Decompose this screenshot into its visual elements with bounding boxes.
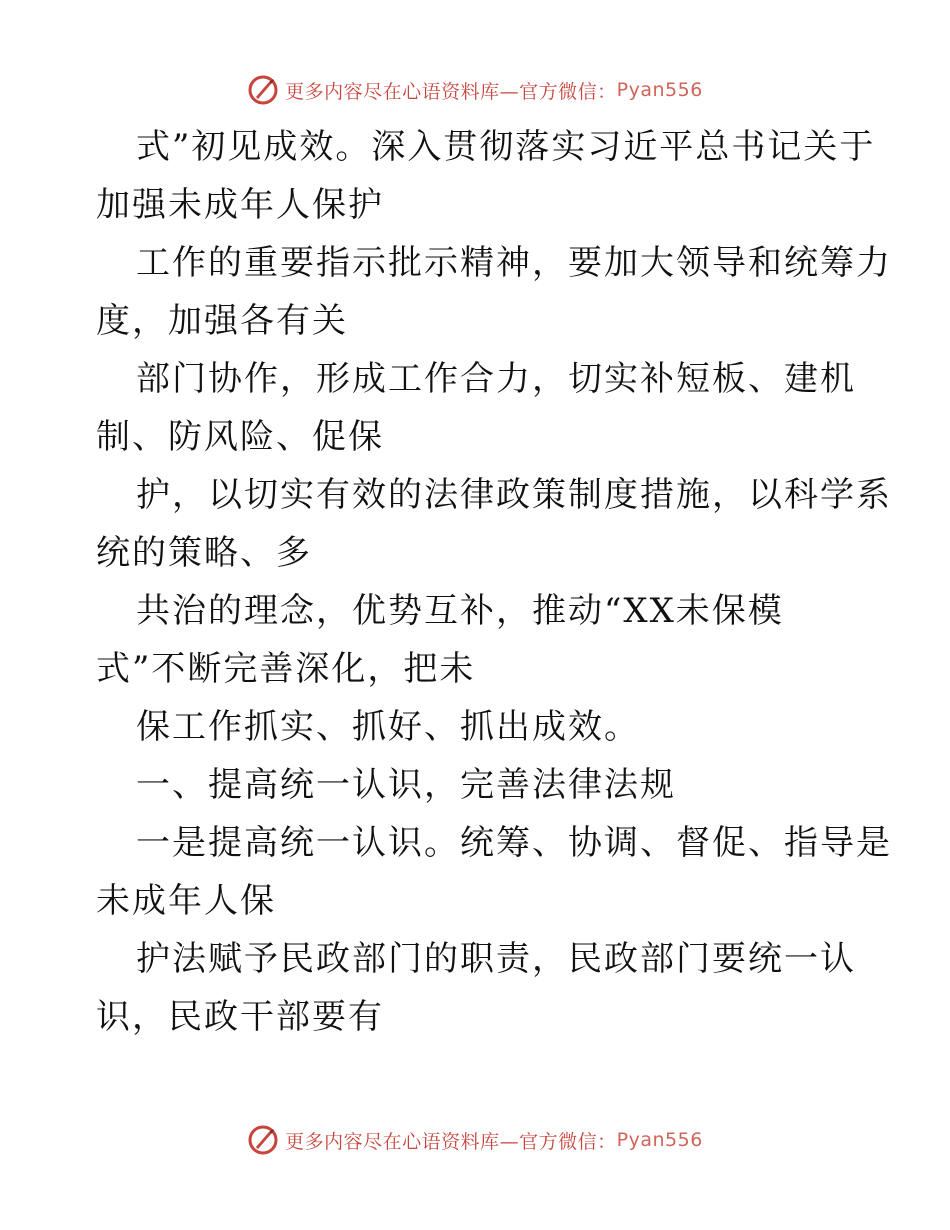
text-line: 部门协作，形成工作合力，切实补短板、建机 — [136, 359, 856, 399]
text-line: 工作的重要指示批示精神，要加大领导和统筹力 — [136, 243, 892, 283]
watermark-wechat-id: Pyan556 — [616, 79, 703, 101]
text-line: 式”初见成效。深入贯彻落实习近平总书记关于 — [136, 127, 876, 167]
watermark-text: 更多内容尽在心语资料库—官方微信： — [285, 80, 617, 103]
text-line: 加强未成年人保护 — [96, 185, 384, 225]
text-line: 制、防风险、促保 — [96, 417, 384, 457]
text-line: 统的策略、多 — [96, 533, 312, 573]
header-watermark — [0, 70, 950, 110]
feather-pen-logo-icon — [247, 74, 279, 106]
section-heading: 一、提高统一认识，完善法律法规 — [136, 765, 676, 805]
text-line: 度，加强各有关 — [96, 301, 348, 341]
text-line: 护，以切实有效的法律政策制度措施，以科学系 — [136, 475, 892, 515]
footer-watermark — [0, 1120, 950, 1160]
text-line: 式”不断完善深化，把未 — [96, 649, 476, 689]
watermark-text: 更多内容尽在心语资料库—官方微信： — [285, 1130, 617, 1153]
text-line: 识，民政干部要有 — [96, 997, 384, 1037]
text-line: 未成年人保 — [96, 881, 276, 921]
text-line: 一是提高统一认识。统筹、协调、督促、指导是 — [136, 823, 892, 863]
text-line: 保工作抓实、抓好、抓出成效。 — [136, 707, 640, 747]
document-body — [96, 118, 892, 1046]
feather-pen-logo-icon — [247, 1124, 279, 1156]
watermark-wechat-id: Pyan556 — [616, 1129, 703, 1151]
text-line: 护法赋予民政部门的职责，民政部门要统一认 — [136, 939, 856, 979]
text-line: 共治的理念，优势互补，推动“XX未保模 — [136, 591, 784, 631]
